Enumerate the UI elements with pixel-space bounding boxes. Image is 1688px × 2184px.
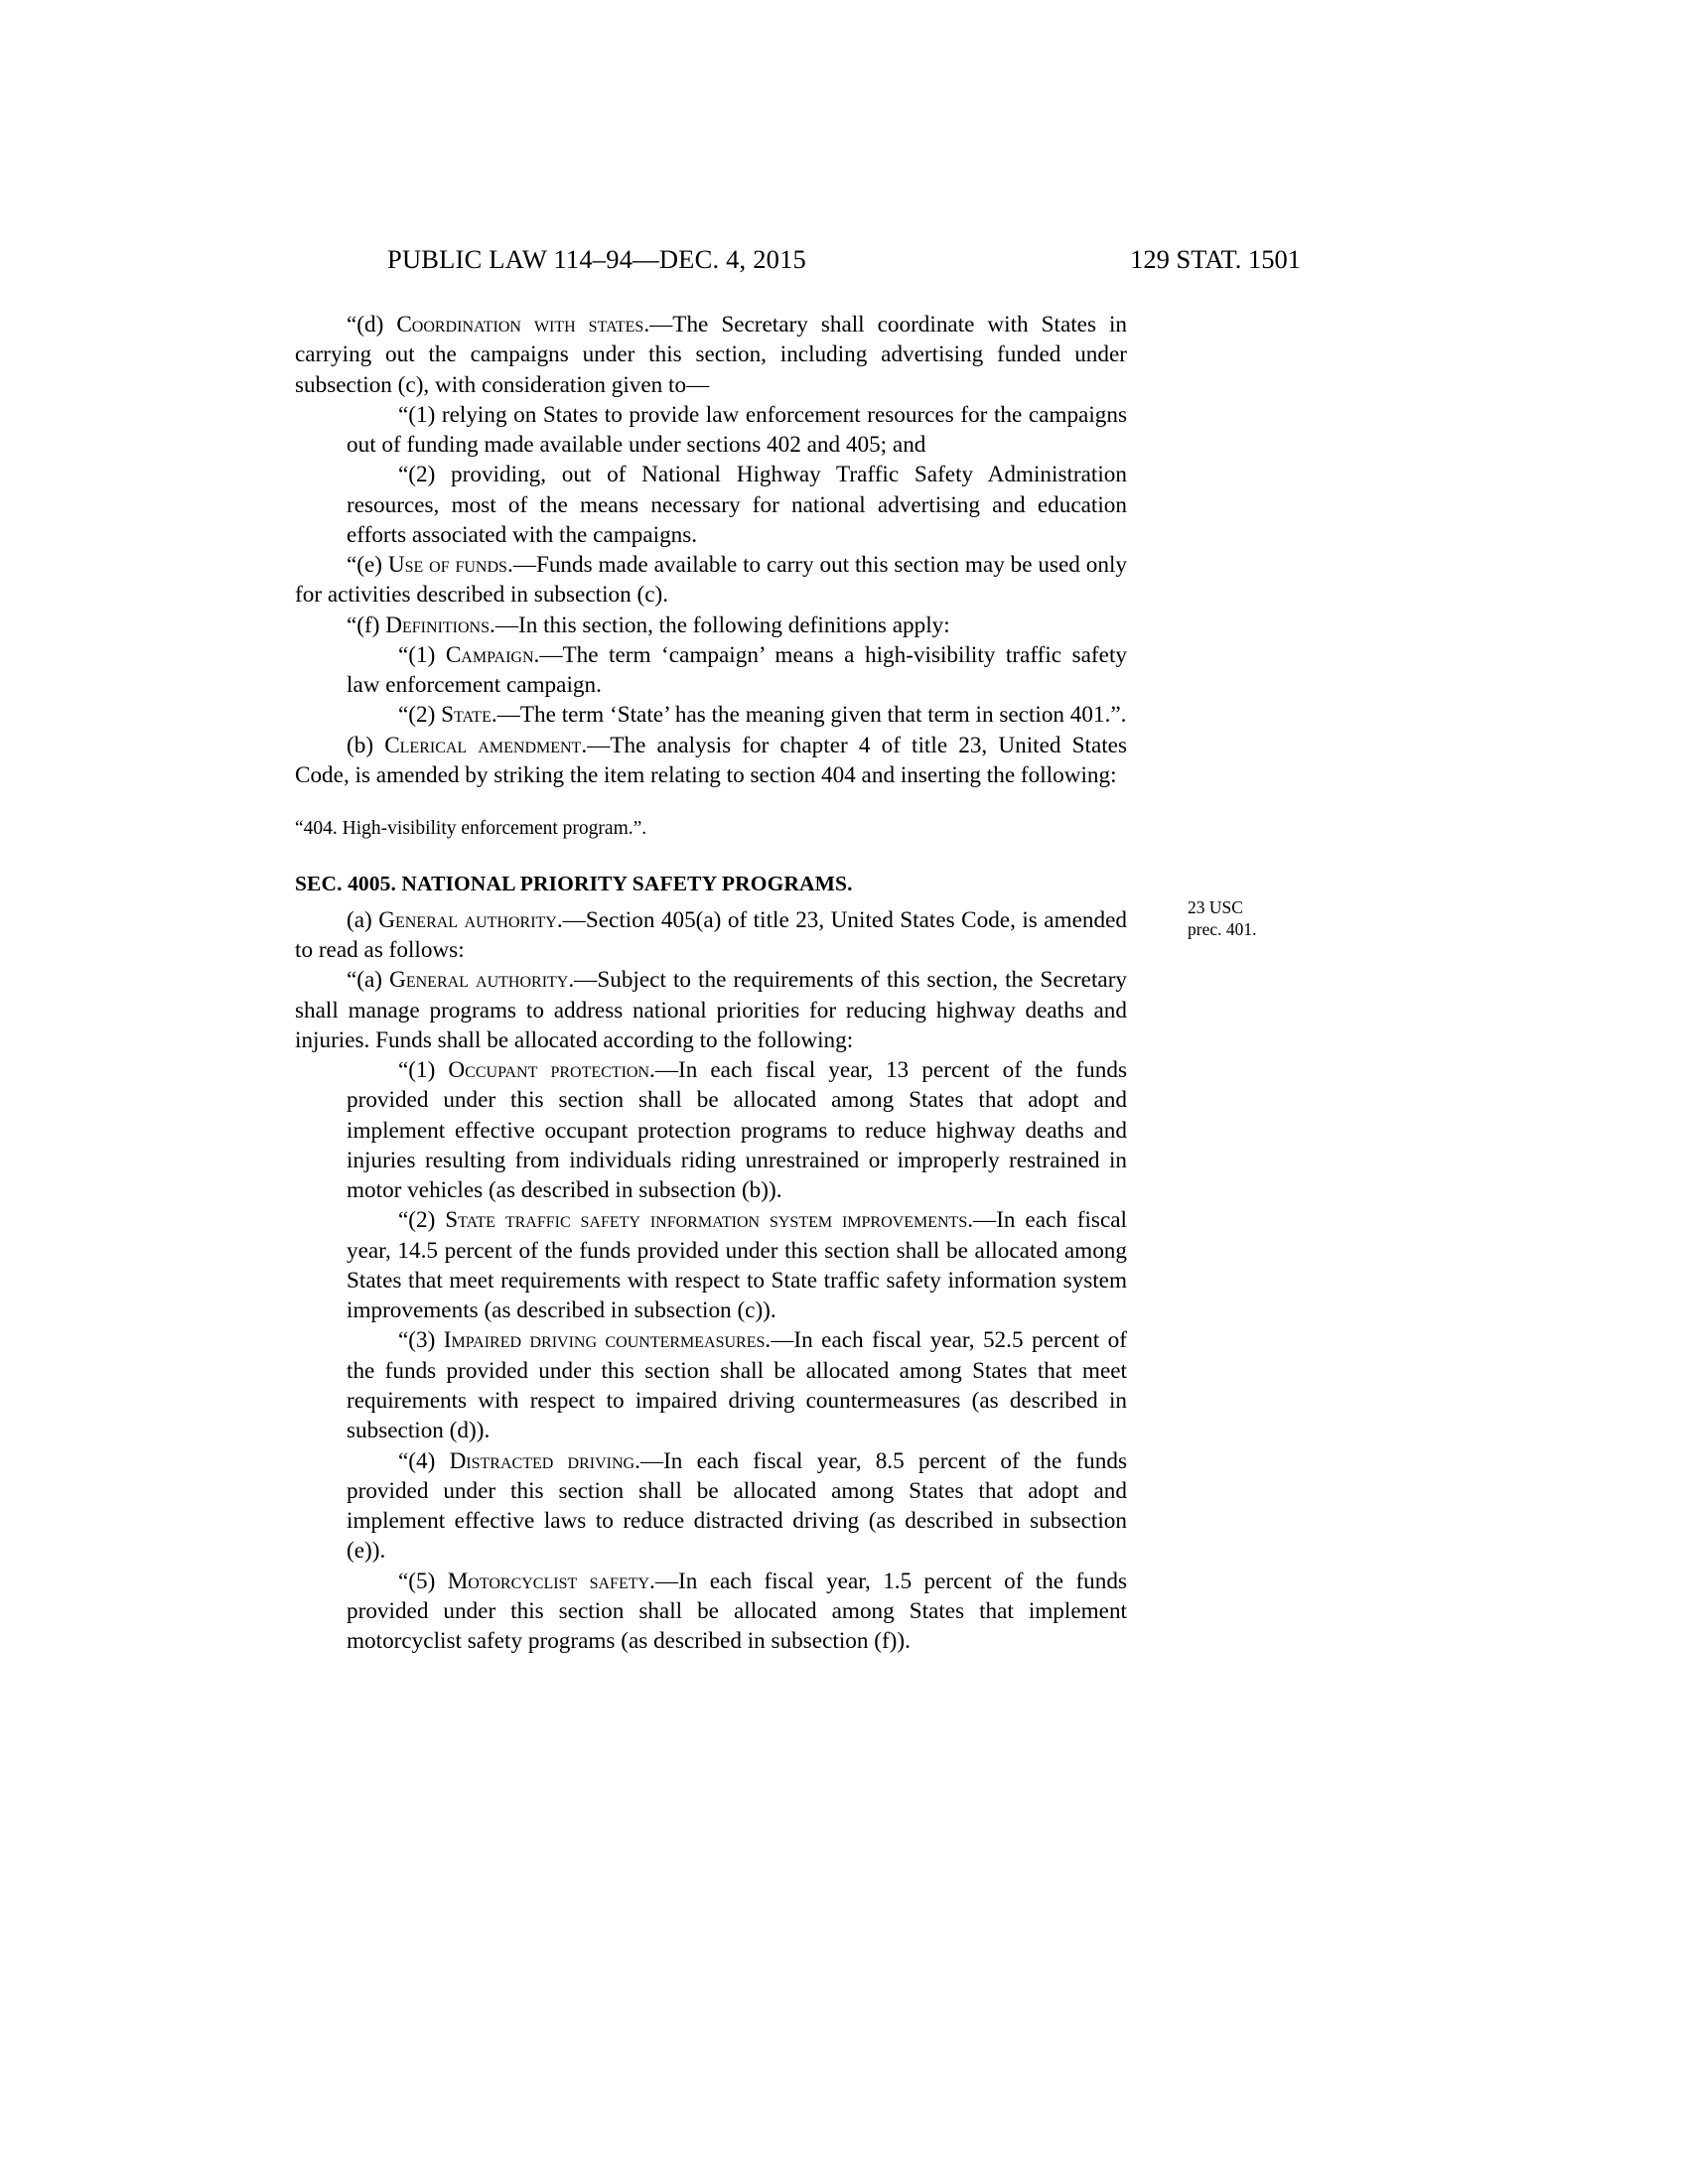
paragraph-d: “(d) Coordination with states.—The Secretary shall coordinate with States in carrying out the campaigns under this section, including advertising funded under subsection (c), with consideration given to— xyxy=(295,312,1127,398)
paragraph-f-1: “(1) Campaign.—The term ‘campaign’ means a high-visibility traffic safety law enforcement campaign. xyxy=(347,641,1127,699)
paragraph-a-1-occupant-protection: “(1) Occupant protection.—In each fiscal year, 13 percent of the funds provided under this section shall be allocated among States that adopt and implement effective occupant protection programs to reduce highway deaths and injuries resulting from individuals riding unrestrained or improperly restrained in motor vehicles (as described in subsection (b)). xyxy=(347,1057,1127,1204)
paragraph-a-3-impaired-driving: “(3) Impaired driving countermeasures.—In each fiscal year, 52.5 percent of the funds provided under this section shall be allocated among States that meet requirements with respect to impaired driving countermeasures (as described in subsection (d)). xyxy=(347,1327,1127,1444)
section-heading-4005: SEC. 4005. NATIONAL PRIORITY SAFETY PROGRAMS. xyxy=(295,871,853,895)
paragraph-a-quoted: “(a) General authority.—Subject to the requirements of this section, the Secretary shall manage programs to address national priorities for reducing highway deaths and injuries. Funds shall be allocated according to the following: xyxy=(295,967,1128,1053)
paragraph-b-clerical: (b) Clerical amendment.—The analysis for chapter 4 of title 23, United States Code, is amended by striking the item relating to section 404 and inserting the following: xyxy=(295,732,1127,788)
paragraph-a-5-motorcyclist-safety: “(5) Motorcyclist safety.—In each fiscal year, 1.5 percent of the funds provided under this section shall be allocated among States that implement motorcyclist safety programs (as described in subsection (f)). xyxy=(347,1568,1127,1655)
statute-citation: 129 STAT. 1501 xyxy=(1130,244,1301,274)
paragraph-e: “(e) Use of funds.—Funds made available to carry out this section may be used only for activities described in subsection (c). xyxy=(295,552,1127,609)
paragraph-a-2-traffic-safety-info: “(2) State traffic safety information system improvements.—In each fiscal year, 14.5 percent of the funds provided under this section shall be allocated among States that meet requirements with respect to State traffic safety information system improvements (as described in subsection (c)). xyxy=(347,1207,1127,1324)
paragraph-a-general-authority: (a) General authority.—Section 405(a) of title 23, United States Code, is amended to read as follows: xyxy=(295,906,1127,963)
quoted-analysis-item: “404. High-visibility enforcement program.”. xyxy=(295,818,647,840)
main-text-column xyxy=(295,310,1127,1656)
margin-note-line-1: 23 USC xyxy=(1188,897,1243,917)
margin-note-line-2: prec. 401. xyxy=(1188,918,1257,939)
paragraph-f-2: “(2) State.—The term ‘State’ has the meaning given that term in section 401.”. xyxy=(398,702,1127,729)
paragraph-f: “(f) Definitions.—In this section, the following definitions apply: xyxy=(347,612,950,638)
running-head-title: PUBLIC LAW 114–94—DEC. 4, 2015 xyxy=(387,244,806,274)
page-header xyxy=(0,244,1688,275)
margin-note-usc-citation xyxy=(1188,897,1406,941)
paragraph-d-1: “(1) relying on States to provide law enforcement resources for the campaigns out of funding made available under sections 402 and 405; and xyxy=(347,401,1127,459)
paragraph-d-2: “(2) providing, out of National Highway Traffic Safety Administration resources, most of the means necessary for national advertising and education efforts associated with the campaigns. xyxy=(347,462,1127,548)
paragraph-a-4-distracted-driving: “(4) Distracted driving.—In each fiscal year, 8.5 percent of the funds provided under this section shall be allocated among States that adopt and implement effective laws to reduce distracted driving (as described in subsection (e)). xyxy=(347,1447,1127,1565)
